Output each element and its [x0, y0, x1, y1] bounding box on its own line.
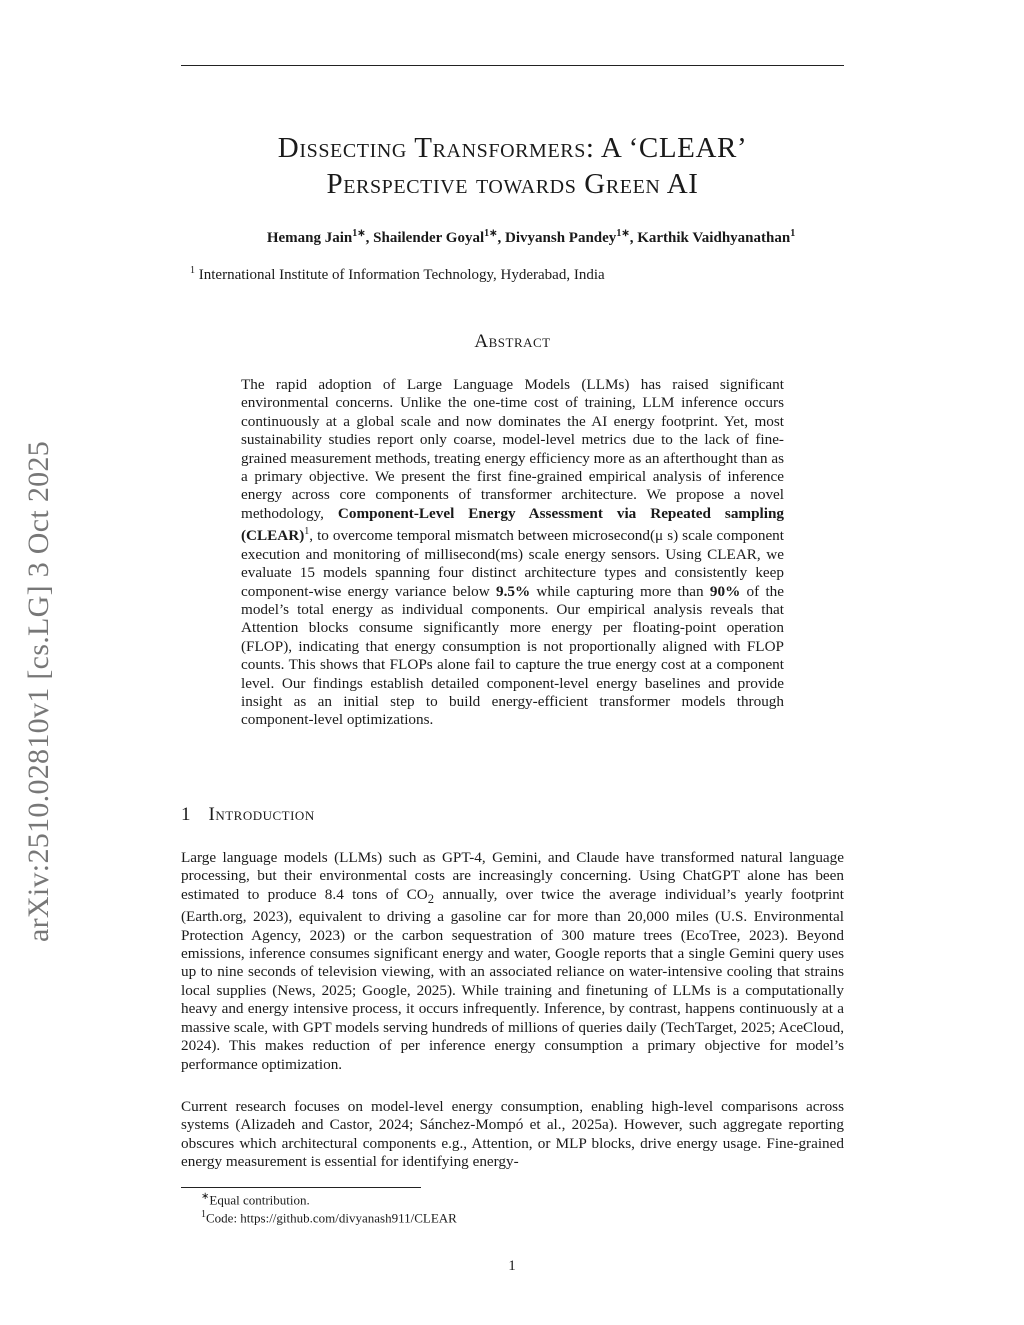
top-rule — [181, 65, 844, 66]
abstract-body — [241, 376, 784, 730]
author-mark: 1∗ — [616, 228, 630, 239]
affiliation-mark: 1 — [190, 265, 195, 276]
footnote-ref: 1 — [304, 526, 310, 538]
author-mark: 1∗ — [352, 228, 366, 239]
author-name: Divyansh Pandey — [505, 230, 617, 246]
abstract-text: of the model’s total energy as individual components. Our empirical analysis reveals that Attention blocks consume significantly more energy per floating-point operation (FLOP), indicating that energy consumption is not proportionally aligned with FLOP counts. This shows that FLOPs alone fail to capture the true energy cost at a component level. Our findings establish detailed component-level energy baselines and provide insight as an initial step to build energy-efficient transformer models through component-level optimizations. — [241, 582, 784, 729]
arxiv-side-stamp: arXiv:2510.02810v1 [cs.LG] 3 Oct 2025 — [22, 440, 55, 942]
intro-paragraph-2: Current research focuses on model-level energy consumption, enabling high-level comparisons across systems (Alizadeh and Castor, 2024; Sánchez-Mompó et al., 2025a). However, such aggregate reporting obscures which architectural components e.g., Attention, or MLP blocks, drive energy usage. Fine-grained energy measurement is essential for identifying energy- — [181, 1098, 844, 1171]
abstract-text: The rapid adoption of Large Language Models (LLMs) has raised significant environmental concerns. Unlike the one-time cost of training, LLM inference occurs continuously at a global scale and now dominates the AI energy footprint. Yet, most sustainability studies report only coarse, model-level metrics due to the lack of fine-grained measurement methods, treating energy efficiency more as an afterthought than as a primary objective. We present the first fine-grained empirical analysis of inference energy across core components of transformer architecture. We propose a novel methodology, — [241, 376, 784, 522]
author-name: Hemang Jain — [266, 230, 353, 246]
clear-method-name: Component-Level Energy Assessment via Repeated sampling (CLEAR) — [241, 504, 784, 545]
footnote-mark: ∗ — [201, 1191, 210, 1202]
footnote-rule — [181, 1187, 421, 1188]
author-mark: 1 — [790, 228, 796, 239]
author-name: Karthik Vaidhyanathan — [637, 230, 791, 246]
abstract-text: while capturing more than — [530, 582, 710, 600]
capture-value: 90% — [709, 582, 741, 600]
footnote-mark: 1 — [201, 1209, 206, 1220]
section-number: 1 — [181, 804, 191, 825]
affiliation — [190, 265, 605, 284]
title-line-1: Dissecting Transformers: A ‘CLEAR’ — [277, 132, 748, 164]
subscript: 2 — [427, 891, 435, 906]
author-list: Hemang Jain$^{1∗}$, Shailender Goyal$^{1∗}$, Divyansh Pandey$^{1∗}$, Karthik Vaidhyanathan$^1$ — [266, 228, 796, 246]
abstract-text: , to overcome temporal mismatch between microsecond(μ s) scale component execution and monitoring of millisecond(ms) scale energy sensors. Using CLEAR, we evaluate 15 models spanning four distinct architecture types and consistently keep component-wise energy variance below — [241, 527, 784, 600]
section-title: Introduction — [208, 804, 315, 825]
page-number: 1 — [508, 1258, 516, 1274]
footnote-text: Equal contribution. — [209, 1192, 310, 1208]
footnote-text: Code: https://github.com/divyanash911/CLEAR — [206, 1210, 457, 1226]
intro-paragraph-1 — [181, 849, 844, 1074]
footnote — [201, 1191, 310, 1208]
footnote — [201, 1209, 457, 1226]
affiliation-text: International Institute of Information Technology, Hyderabad, India — [198, 267, 605, 283]
paragraph-text: Large language models (LLMs) such as GPT-4, Gemini, and Claude have transformed natural language processing, but their environmental costs are increasingly concerning. Using ChatGPT alone has been estimated to produce 8.4 tons of CO — [181, 849, 844, 903]
title-line-2: Perspective towards Green AI — [326, 168, 699, 200]
abstract-heading: Abstract — [474, 331, 551, 352]
paragraph-text: annually, over twice the average individual’s yearly footprint (Earth.org, 2023), equivalent to driving a gasoline car for more than 20,000 miles (U.S. Environmental Protection Agency, 2023) or the carbon sequestration of 300 mature trees (EcoTree, 2023). Beyond emissions, inference consumes significant energy and water, Google reports that a single Gemini query uses up to nine seconds of television viewing, with an associated reliance on water-intensive cooling that strains local supplies (News, 2025; Google, 2025). While training and finetuning of LLMs is a computationally heavy and energy intensive process, it occurs infrequently. Inference, by contrast, happens continuously at a massive scale, with GPT models serving hundreds of millions of queries daily (TechTarget, 2025; AceCloud, 2024). This makes reduction of per inference energy consumption a primary objective for model’s performance optimization. — [181, 885, 844, 1073]
paper-title — [181, 130, 844, 202]
author-name: Shailender Goyal — [373, 230, 485, 246]
section-heading — [181, 804, 315, 826]
author-mark: 1∗ — [484, 228, 498, 239]
variance-value: 9.5% — [496, 582, 531, 600]
